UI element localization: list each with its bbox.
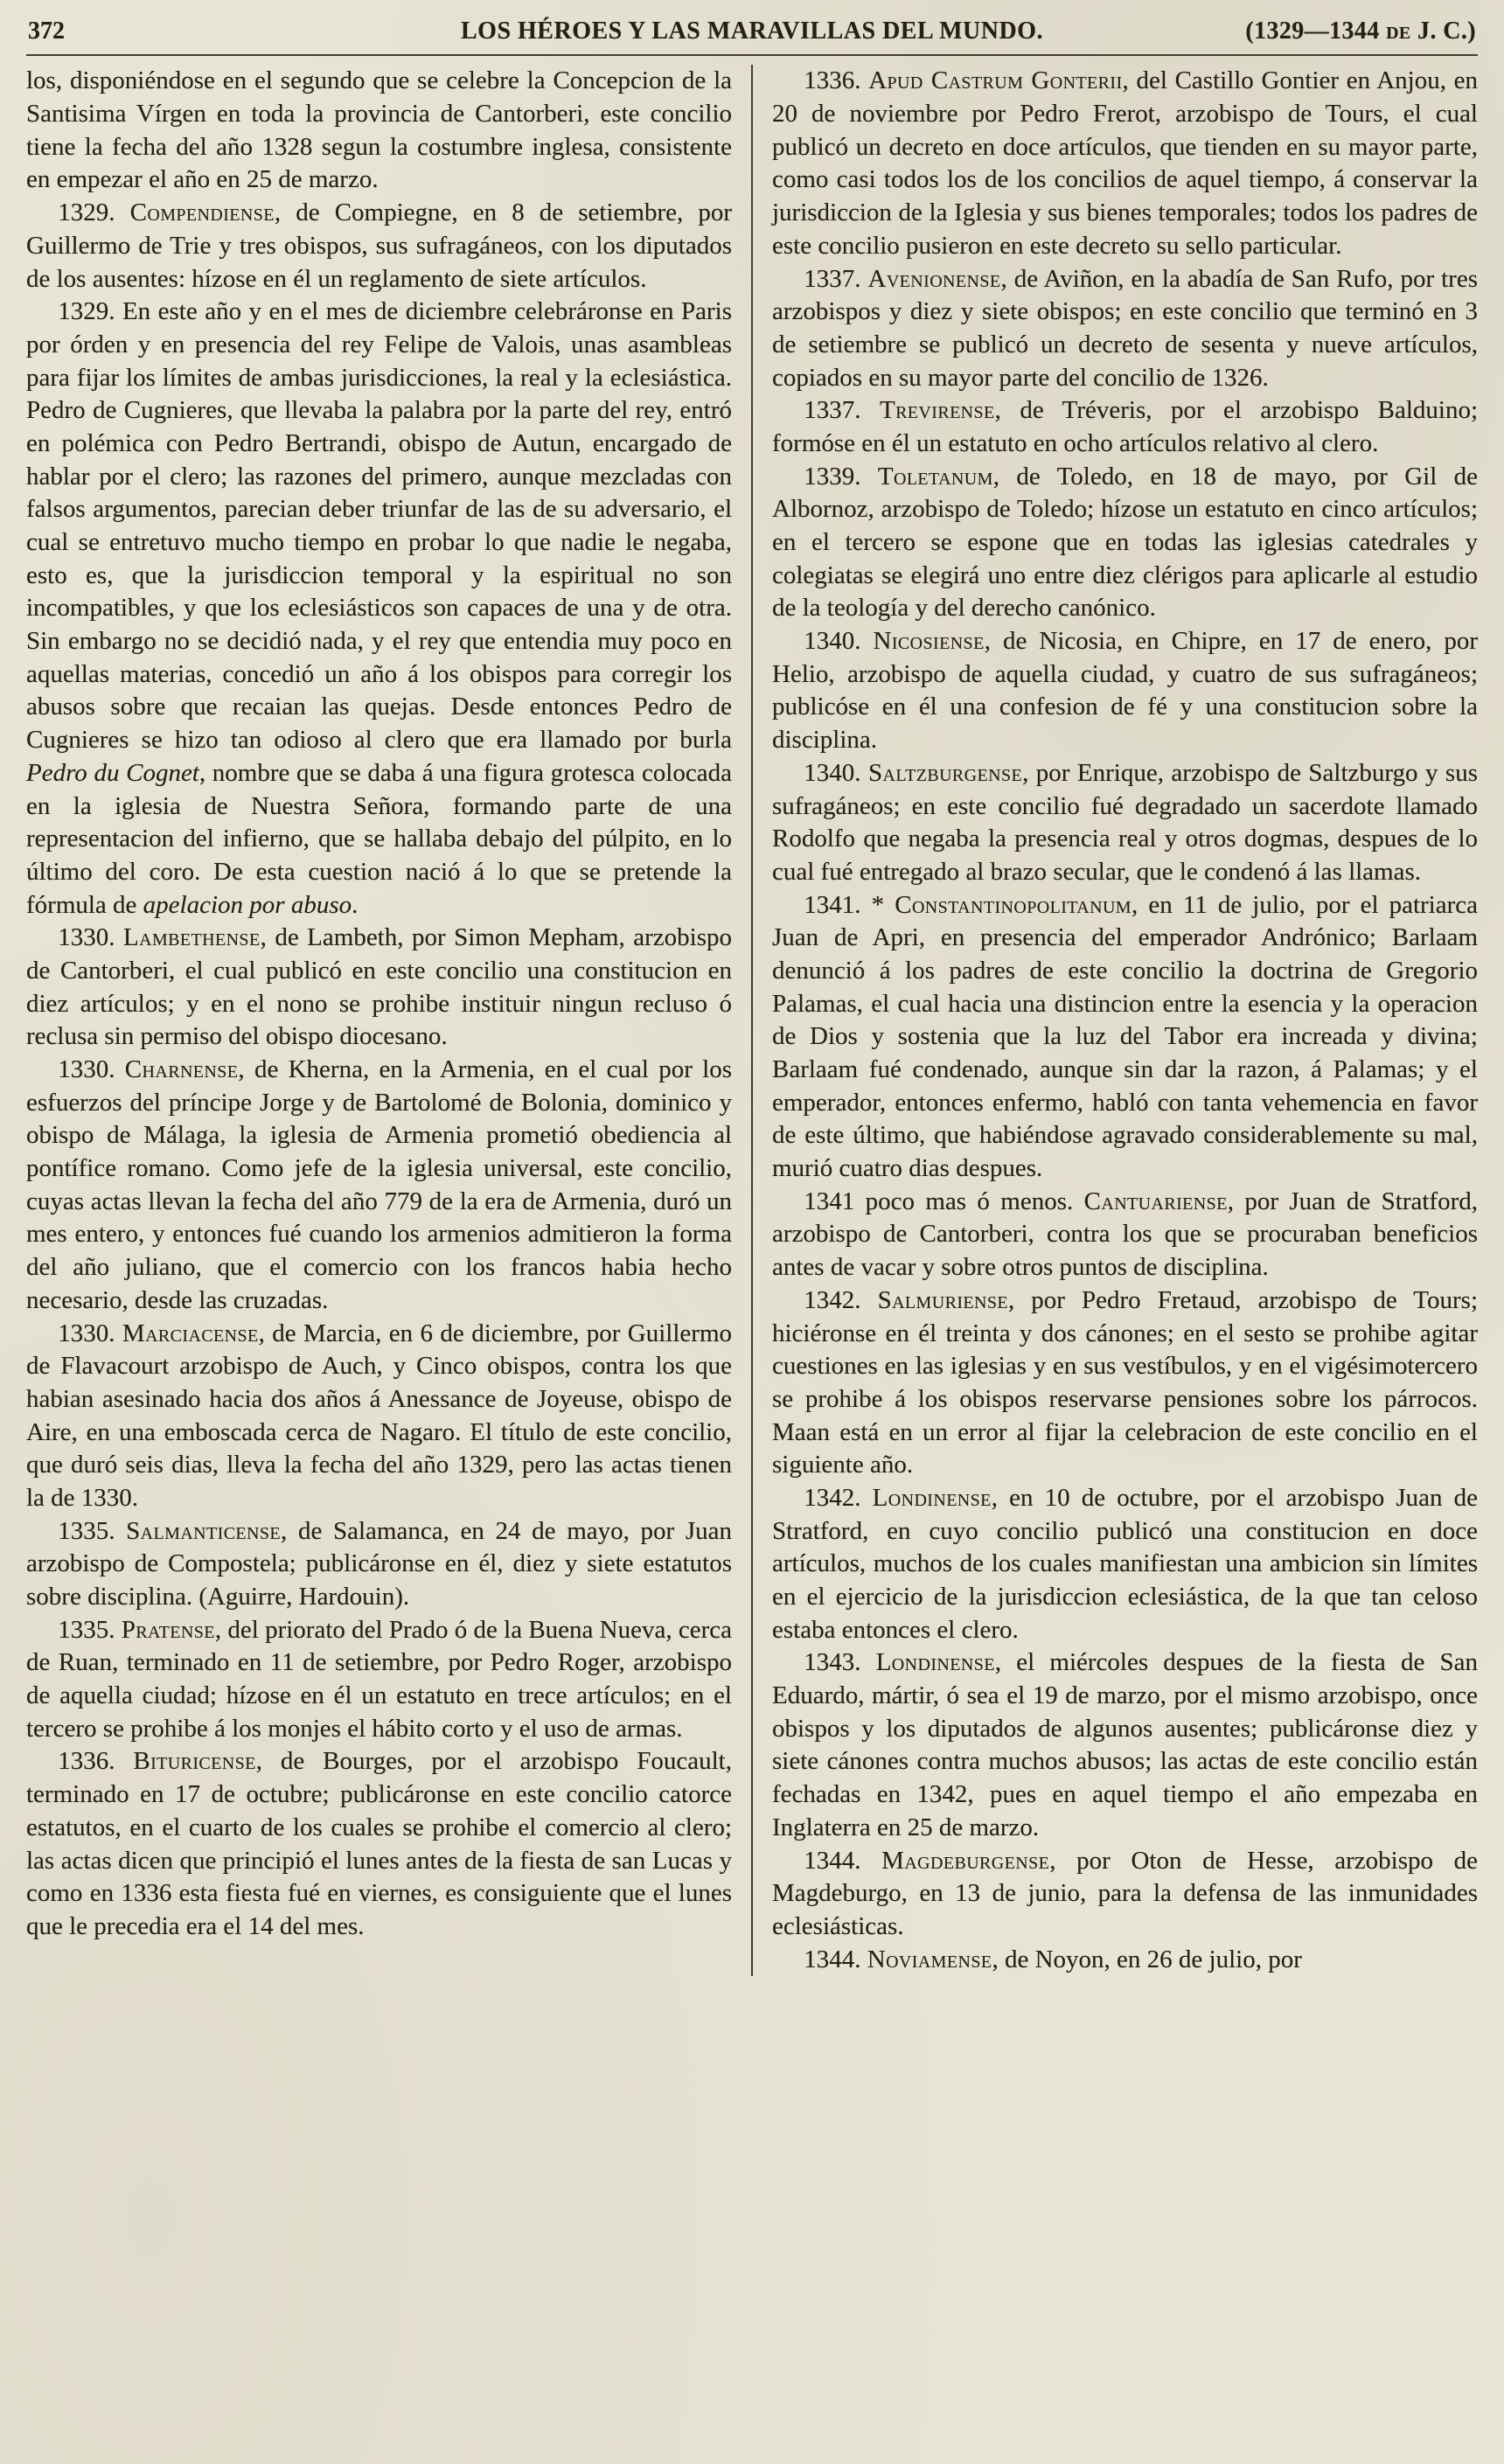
text-run: Pratense [121, 1615, 215, 1644]
book-page [26, 12, 1478, 1976]
text-run: , por Oton de Hesse, arzobispo de Magdeburgo, en 13 de junio, para la defensa de las inmunidades eclesiásticas. [772, 1846, 1478, 1940]
text-run: Bituricense [133, 1747, 256, 1776]
paragraph [772, 65, 1478, 262]
text-run: Londinense [872, 1483, 992, 1512]
text-run: , por Enrique, arzobispo de Saltzburgo y sus sufragáneos; en este concilio fué degradado un sacerdote llamado Rodolfo que negaba la presencia real y otros dogmas, despues de lo cual fué entregado al brazo secular, que le condenó á las llamas. [772, 758, 1479, 886]
text-run: , del Castillo Gontier en Anjou, en 20 de noviembre por Pedro Frerot, arzobispo de Tours, el cual publicó un decreto en doce artículos, que tienden en su mayor parte, como casi todos los de los concilios de aquel tiempo, á conservar la jurisdiccion de la Iglesia y sus bienes temporales; todos los padres de este concilio pusieron en este decreto su sello particular. [772, 66, 1479, 260]
text-run: , de Marcia, en 6 de diciembre, por Guillermo de Flavacourt arzobispo de Auch, y Cinco obispos, contra los que habian asesinado hacia dos años á Anessance de Joyeuse, obispo de Aire, en una emboscada cerca de Nagaro. El título de este concilio, que duró seis dias, lleva la fecha del año 1329, pero las actas tienen la de 1330. [26, 1319, 733, 1512]
paragraph [26, 1614, 732, 1746]
text-run: Trevirense [879, 396, 995, 425]
text-run: , de Lambeth, por Simon Mepham, arzobispo de Cantorberi, el cual publicó en este concilio una constitucion en diez artículos; y en el nono se prohibe instituir ningun recluso ó reclusa sin permiso del obispo diocesano. [26, 923, 732, 1051]
text-run: 1330. [58, 923, 123, 952]
text-run: , de Kherna, en la Armenia, en el cual por los esfuerzos del príncipe Jorge y de Bartolomé de Bolonia, dominico y obispo de Málaga, la iglesia de Armenia prometió obediencia al pontífice romano. Como jefe de la iglesia universal, este concilio, cuyas actas llevan la fecha del año 779 de la era de Armenia, duró un mes entero, y entonces fué cuando los armenios admitieron la forma del año juliano, que el comercio con los francos habia hecho necesario, desde las cruzadas. [26, 1055, 733, 1314]
left-column [26, 65, 751, 1976]
text-run: , de Nicosia, en Chipre, en 17 de enero, por Helio, arzobispo de aquella ciudad, y cuatro de sus sufragáneos; publicóse en él una confesion de fé y una constitucion sobre la disciplina. [772, 627, 1479, 755]
page-title: LOS HÉROES Y LAS MARAVILLAS DEL MUNDO. [461, 17, 1043, 45]
text-run: , por Juan de Stratford, arzobispo de Cantorberi, contra los que se procuraban beneficios antes de vacar y sobre otros puntos de disciplina. [772, 1187, 1478, 1282]
text-run: 1339. [804, 462, 878, 491]
text-run: Charnense [124, 1055, 239, 1084]
paragraph [772, 1482, 1478, 1646]
text-run: . [352, 890, 359, 919]
text-run: Salmuriense [877, 1285, 1008, 1314]
text-run: , de Aviñon, en la abadía de San Rufo, por tres arzobispos y diez y siete obispos; en este concilio que terminó en 3 de setiembre se publicó un decreto de sesenta y nueve artículos, copiados en su mayor parte del concilio de 1326. [772, 264, 1478, 392]
text-run: 1335. [58, 1615, 122, 1644]
text-run: 1340. [804, 758, 868, 787]
text-run: Pedro du Cognet [26, 758, 199, 787]
text-run: 1329. En este año y en el mes de diciembre celebráronse en Paris por órden y en presencia del rey Felipe de Valois, unas asambleas para fijar los límites de ambas jurisdicciones, la real y la eclesiástica. Pedro de Cugnieres, que llevaba la palabra por la parte del rey, entró en polémica con Pedro Bertrandi, obispo de Autun, encargado de hablar por el clero; las razones del primero, aunque mezcladas con falsos argumentos, parecian deber triunfar de las de su adversario, el cual se entretuvo mucho tiempo en probar lo que nadie le negaba, esto es, que la jurisdiccion temporal y la espiritual no son incompatibles, y que los eclesiásticos son capaces de una y de otra. Sin embargo no se decidió nada, y el rey que entendia muy poco en aquellas materias, concedió un año á los obispos para corregir los abusos sobre que recaian las quejas. Desde entonces Pedro de Cugnieres se hizo tan odioso al clero que era llamado por burla [26, 297, 732, 755]
text-run: , por Pedro Fretaud, arzobispo de Tours; hiciéronse en él treinta y dos cánones; en el sesto se prohibe agitar cuestiones en las iglesias y en sus vestíbulos, y en el vigésimotercero se prohibe á los obispos reservarse pensiones sobre los párrocos. Maan está en un error al fijar la celebracion de este concilio en el siguiente año. [772, 1285, 1478, 1479]
paragraph [772, 1845, 1478, 1944]
text-run: , en 10 de octubre, por el arzobispo Juan de Stratford, en cuyo concilio publicó una constitucion en doce artículos, muchos de los cuales manifiestan una ambicion sin límites en el ejercicio de la jurisdiccion eclesiástica, de la que tan celoso estaba entonces el clero. [772, 1483, 1479, 1644]
text-run: , del priorato del Prado ó de la Buena Nueva, cerca de Ruan, terminado en 11 de setiembre, por Pedro Roger, arzobispo de aquella ciudad; hízose en él un estatuto en trece artículos; en el tercero se prohibe á los monjes el hábito corto y el uso de armas. [26, 1615, 733, 1743]
paragraph [772, 1186, 1478, 1284]
text-run: , de Bourges, por el arzobispo Foucault, terminado en 17 de octubre; publicáronse en este concilio catorce estatutos, en el cuarto de los cuales se prohibe el comercio al clero; las actas dicen que principió el lunes antes de la fiesta de san Lucas y como en 1336 esta fiesta fué en viernes, es consiguiente que el lunes que le precedia era el 14 del mes. [26, 1747, 732, 1940]
header-date-range: (1329—1344 de J. C.) [1245, 17, 1476, 45]
text-run: 1330. [58, 1319, 122, 1347]
text-run: Londinense [875, 1648, 995, 1677]
text-run: , en 11 de julio, por el patriarca Juan de Apri, en presencia del emperador Andrónico; Barlaam denunció á los padres de este concilio la doctrina de Gregorio Palamas, el cual hacia una distincion entre la esencia y la operacion de Dios y sostenia que la luz del Tabor era increada y divina; Barlaam fué condenado, aunque sin dar la razon, á Palamas; y el emperador, entonces enfermo, habló con tanta vehemencia en favor de este último, que habiéndose agravado considerablemente su mal, murió cuatro dias despues. [772, 890, 1479, 1183]
text-run: Avenionense [867, 264, 1001, 293]
text-run: los, disponiéndose en el segundo que se celebre la Concepcion de la Santisima Vírgen en toda la provincia de Cantorberi, este concilio tiene la fecha del año 1328 segun la costumbre inglesa, consistente en empezar el año en 25 de marzo. [26, 66, 732, 194]
text-run: , de Salamanca, en 24 de mayo, por Juan arzobispo de Compostela; publicáronse en él, diez y siete estatutos sobre disciplina. (Aguirre, Hardouin). [26, 1516, 732, 1611]
paragraph [772, 263, 1478, 395]
text-run: 1336. [58, 1747, 134, 1776]
text-run: 1341 poco mas ó menos. [804, 1187, 1084, 1215]
text-run: Saltzburgense [867, 758, 1023, 787]
text-run: Compendiense [129, 198, 275, 227]
text-run: , de Compiegne, en 8 de setiembre, por Guillermo de Trie y tres obispos, sus sufragáneos, con los diputados de los ausentes: hízose en él un reglamento de siete artículos. [26, 198, 733, 293]
text-run: 1330. [58, 1055, 125, 1084]
text-run: Toletanum [877, 462, 993, 491]
text-run: 1343. [804, 1648, 876, 1677]
text-run: 1344. [804, 1846, 882, 1875]
paragraph [772, 1284, 1478, 1482]
right-column [753, 65, 1478, 1976]
text-run: , el miércoles despues de la fiesta de San Eduardo, mártir, ó sea el 19 de marzo, por el mismo arzobispo, once obispos y los diputados de algunos ausentes; publicáronse diez y siete cánones contra muchos abusos; las actas de este concilio están fechadas en 1342, pues en aquel tiempo el año empezaba en Inglaterra en 25 de marzo. [772, 1648, 1478, 1841]
paragraph [26, 65, 732, 197]
text-run: Noviamense [867, 1945, 992, 1973]
paragraph [26, 1054, 732, 1318]
paragraph [772, 461, 1478, 625]
text-run: 1335. [58, 1516, 127, 1545]
text-run: 1337. [804, 264, 868, 293]
text-run: Apud Castrum Gonterii [868, 66, 1123, 95]
text-run: Lambethense [123, 923, 261, 952]
text-run: 1336. [804, 66, 869, 95]
text-run: Marciacense [122, 1319, 259, 1347]
text-run: apelacion por abuso [143, 890, 352, 919]
paragraph [772, 757, 1478, 889]
text-run: 1337. [804, 396, 880, 425]
text-run: 1329. [58, 198, 130, 227]
text-run: , de Noyon, en 26 de julio, por [992, 1945, 1302, 1973]
page-header [26, 12, 1478, 52]
text-run: Cantuariense [1083, 1187, 1228, 1215]
paragraph [26, 296, 732, 922]
page-number: 372 [28, 17, 65, 45]
text-columns [26, 65, 1478, 1976]
paragraph [772, 1944, 1478, 1977]
text-run: , nombre que se daba á una figura grotesca colocada en la iglesia de Nuestra Señora, formando parte de una representacion del infierno, que se hallaba debajo del púlpito, en lo último del coro. De esta cuestion nació á lo que se pretende la fórmula de [26, 758, 732, 919]
paragraph [772, 889, 1478, 1186]
header-divider [26, 54, 1478, 56]
paragraph [26, 197, 732, 296]
paragraph [26, 1318, 732, 1515]
paragraph [772, 394, 1478, 460]
text-run: 1342. [804, 1483, 873, 1512]
text-run: , de Tréveris, por el arzobispo Balduino; formóse en él un estatuto en ocho artículos relativo al clero. [772, 396, 1478, 457]
text-run: Magdeburgense [881, 1846, 1050, 1875]
text-run: 1342. [804, 1285, 878, 1314]
text-run: Nicosiense [873, 627, 985, 656]
paragraph [772, 1646, 1478, 1844]
text-run: Constantinopolitanum [895, 890, 1131, 919]
text-run: Salmanticense [126, 1516, 282, 1545]
paragraph [26, 1745, 732, 1943]
paragraph [26, 1515, 732, 1614]
text-run: 1340. [804, 627, 874, 656]
text-run: , de Toledo, en 18 de mayo, por Gil de Albornoz, arzobispo de Toledo; hízose un estatuto en cinco artículos; en el tercero se espone que en todas las iglesias catedrales y colegiatas se elegirá uno entre diez clérigos para aplicarle al estudio de la teología y del derecho canónico. [772, 462, 1478, 623]
paragraph [772, 625, 1478, 757]
text-run: 1344. [804, 1945, 867, 1973]
text-run: 1341. * [804, 890, 895, 919]
paragraph [26, 922, 732, 1054]
